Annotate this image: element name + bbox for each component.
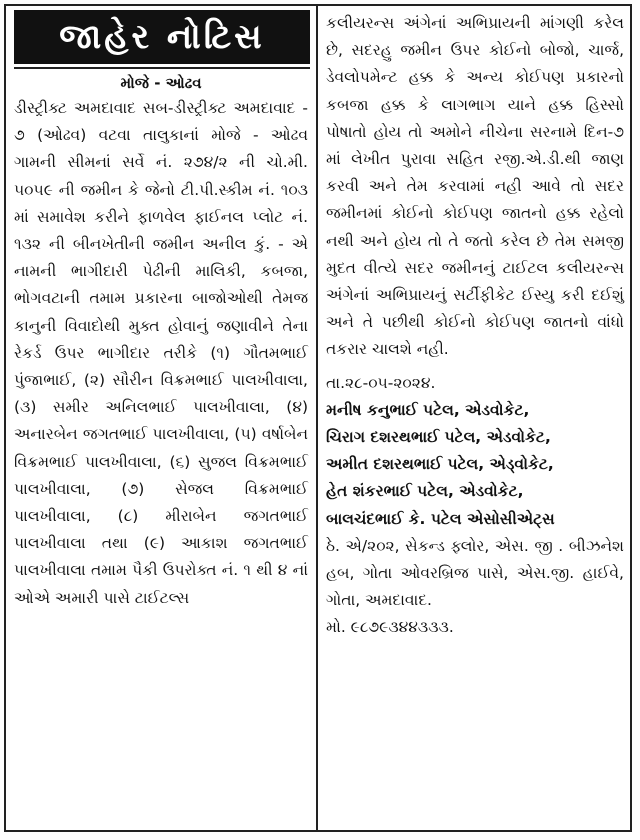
notice-body-right: કલીયરન્સ અંગેનાં અભિપ્રાયની માંગણી કરેલ છે, સદરહુ જમીન ઉપર કોઈનો બોજો, ચાર્જ, ડેવલોપમેન્ટ હક્ક કે અન્ય કોઈપણ પ્રકારનો કબજા હક્ક કે લાગભાગ યાને હક્ક હિસ્સો પોષાતો હોય તો અમોને નીચેના સરનામે દિન-૭ માં લેખીત પુરાવા સહિત રજી.એ.ડી.થી જાણ કરવી અને તેમ કરવામાં નહી આવે તો સદર જમીનમાં કોઈનો કોઈપણ જાતનો હક્ક રહેલો નથી અને હોય તો તે જતો કરેલ છે તેમ સમજી મુદત વીત્યે સદર જમીનનું ટાઈટલ કલીયરન્સ અંગેનાં અભિપ્રાયનું સર્ટીફીકેટ ઈસ્યુ કરી દઈશું અને તે પછીથી કોઈનો કોઈપણ જાતનો વાંધો તકરાર ચાલશે નહી. bbox=[326, 14, 624, 359]
notice-body-left: ડીસ્ટ્રીક્ટ અમદાવાદ સબ-ડીસ્ટ્રીક્ટ અમદાવાદ - ૭ (ઓઢવ) વટવા તાલુકાનાં મોજે - ઓઢવ ગામની સીમનાં સર્વે નં. ૨૭૪/૨ ની ચો.મી. ૫૦૫૯ ની જમીન કે જેનો ટી.પી.સ્કીમ નં. ૧૦૩ માં સમાવેશ કરીને ફાળવેલ ફાઈનલ પ્લોટ નં. ૧૩૨ ની બીનખેતીની જમીન અનીલ કું. - એ નામની ભાગીદારી પેઢીની માલિકી, કબજા, ભોગવટાની તમામ પ્રકારના બાજોઓથી તેમજ કાનુની વિવાદોથી મુક્ત હોવાનું જણાવીને તેના રેકર્ડ ઉપર ભાગીદાર તરીકે (૧) ગૌતમભાઈ પુંજાભાઈ, (૨) સૌરીન વિક્રમભાઈ પાલખીવાલા, (૩) સમીર અનિલભાઈ પાલખીવાલા, (૪) અનારબેન જગતભાઈ પાલખીવાલા, (૫) વર્ષાબેન વિક્રમભાઈ પાલખીવાલા, (૬) સુજલ વિક્રમભાઈ પાલખીવાલા, (૭) સેજલ વિક્રમભાઈ પાલખીવાલા, (૮) મીરાબેન જગતભાઈ પાલખીવાલા તથા (૯) આકાશ જગતભાઈ પાલખીવાલા તમામ પૈકી ઉપરોક્ત નં. ૧ થી ૪ નાં ઓએ અમારી પાસે ટાઈટલ્સ bbox=[14, 99, 308, 607]
signatory-block bbox=[320, 397, 630, 533]
office-address: ઠે. એ/૨૦૨, સેકન્ડ ફ્લોર, એસ. જી . બીઝનેશ હબ, ગોતા ઓવરબ્રિજ પાસે, એસ.જી. હાઈવે, ગોતા, અમદાવાદ. bbox=[326, 536, 624, 610]
right-column bbox=[320, 6, 630, 830]
title-rule bbox=[14, 67, 310, 69]
notice-title: જાહેર નોટિસ bbox=[14, 10, 310, 64]
notice-date: તા.૨૮-૦૫-૨૦૨૪. bbox=[326, 373, 436, 392]
phone-number: મો. ૯૮૭૯૩૪૪૩૩૩. bbox=[326, 618, 454, 637]
signatory-line: બાલચંદભાઈ કે. પટેલ એસોસીએટ્સ bbox=[326, 509, 555, 528]
notice-frame bbox=[4, 4, 632, 832]
signatory-line: અમીત દશરથભાઈ પટેલ, એડ્વોકેટ, bbox=[326, 455, 554, 474]
signatory-line: હેત શંકરભાઈ પટેલ, એડવોકેટ, bbox=[326, 482, 524, 501]
column-divider bbox=[316, 6, 318, 830]
signatory-line: ચિરાગ દશરથભાઈ પટેલ, એડવોકેટ, bbox=[326, 428, 551, 447]
village-subhead: મોજે - ઓઢવ bbox=[120, 74, 202, 92]
left-column bbox=[6, 6, 316, 830]
signatory-line: મનીષ કનુભાઈ પટેલ, એડવોકેટ, bbox=[326, 400, 530, 419]
